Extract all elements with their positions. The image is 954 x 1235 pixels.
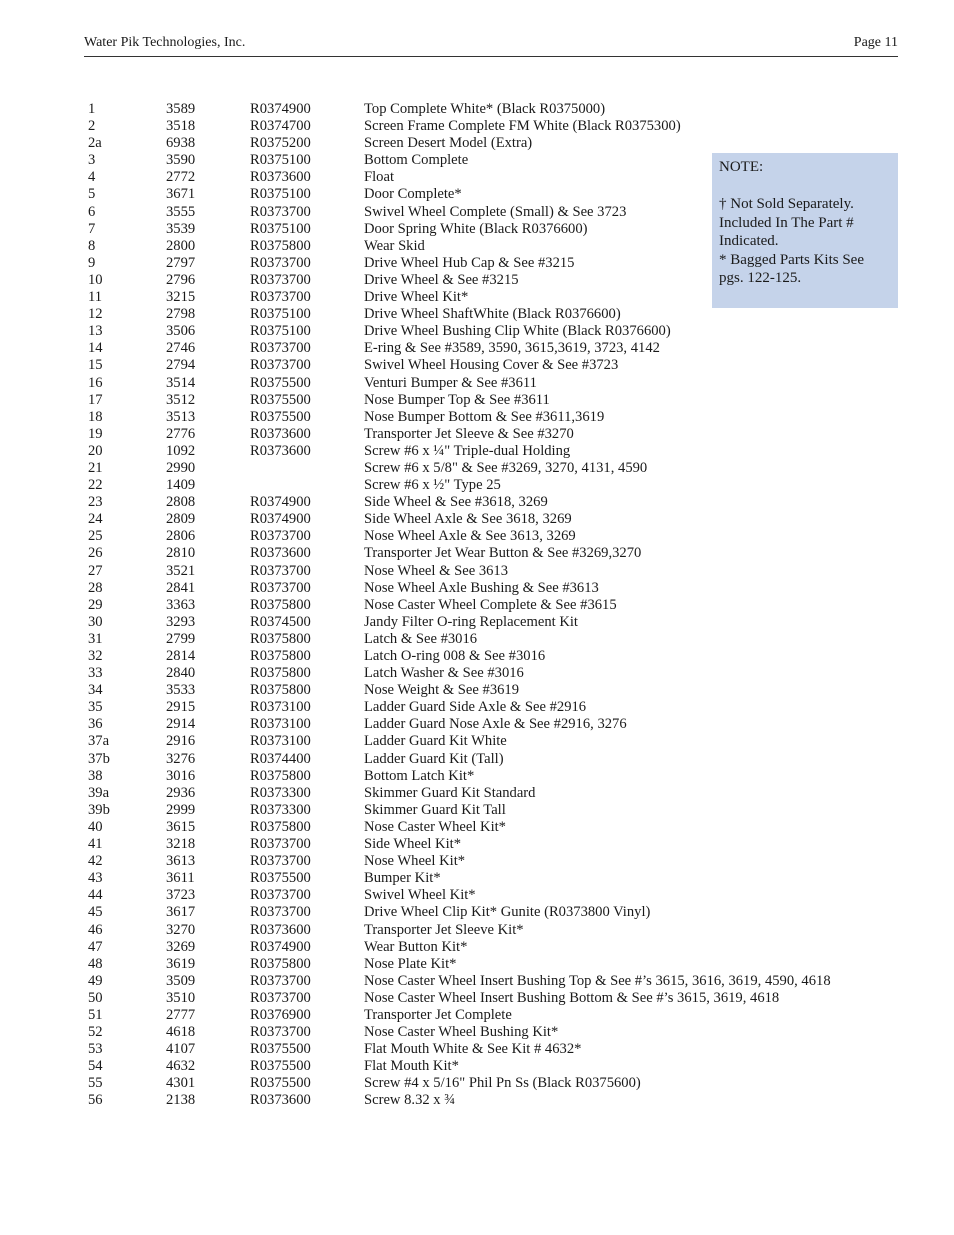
description: Drive Wheel & See #3215 <box>364 271 519 288</box>
kit-number: R0375200 <box>250 135 311 152</box>
kit-number: R0374700 <box>250 118 311 135</box>
item-number: 30 <box>88 613 103 630</box>
item-number: 39b <box>88 801 110 818</box>
description: Transporter Jet Sleeve & See #3270 <box>364 425 574 442</box>
description: Screw #6 x ¼" Triple-dual Holding <box>364 442 571 459</box>
item-number: 15 <box>88 357 103 374</box>
description: Ladder Guard Nose Axle & See #2916, 3276 <box>364 716 627 733</box>
description: Drive Wheel Hub Cap & See #3215 <box>364 254 575 271</box>
part-number: 3510 <box>166 989 196 1006</box>
description: Nose Bumper Top & See #3611 <box>364 391 550 408</box>
part-number: 2796 <box>166 271 196 288</box>
kit-number: R0373700 <box>250 1024 311 1041</box>
item-number: 32 <box>88 648 103 664</box>
item-number: 9 <box>88 254 96 271</box>
part-number: 3293 <box>166 613 196 630</box>
description: Latch Washer & See #3016 <box>364 665 524 682</box>
part-number: 3276 <box>166 750 196 767</box>
company-name: Water Pik Technologies, Inc. <box>84 35 246 50</box>
kit-number: R0373600 <box>250 425 311 442</box>
part-number: 3590 <box>166 152 196 169</box>
kit-number: R0373700 <box>250 562 311 579</box>
part-number: 3589 <box>166 101 196 117</box>
description: Skimmer Guard Kit Standard <box>364 784 536 801</box>
part-number: 3506 <box>166 323 196 340</box>
item-number: 8 <box>88 237 96 254</box>
description: Door Complete* <box>364 186 462 203</box>
description: Nose Wheel & See 3613 <box>364 562 509 579</box>
description: Drive Wheel Clip Kit* Gunite (R0373800 Vinyl) <box>364 904 651 921</box>
kit-number: R0373700 <box>250 528 311 545</box>
item-number: 36 <box>88 716 103 733</box>
part-number: 3215 <box>166 289 196 306</box>
item-number: 25 <box>88 528 103 545</box>
part-number: 2746 <box>166 340 196 357</box>
item-number: 17 <box>88 391 103 408</box>
item-number: 16 <box>88 374 103 391</box>
part-number: 4301 <box>166 1075 196 1092</box>
item-number: 37b <box>88 750 110 767</box>
kit-number: R0374900 <box>250 938 311 955</box>
description: Float <box>364 169 394 186</box>
part-number: 2914 <box>166 716 196 733</box>
kit-number: R0373700 <box>250 972 311 989</box>
part-number: 2840 <box>166 665 196 682</box>
item-number: 6 <box>88 203 96 220</box>
kit-number: R0375800 <box>250 955 311 972</box>
part-number: 3509 <box>166 972 196 989</box>
item-number: 14 <box>88 340 103 357</box>
kit-number: R0375800 <box>250 648 311 664</box>
note-line: * Bagged Parts Kits See pgs. 122-125. <box>719 251 864 286</box>
kit-number: R0373700 <box>250 579 311 596</box>
item-number: 44 <box>88 887 103 904</box>
kit-number: R0373700 <box>250 289 311 306</box>
kit-number: R0375100 <box>250 220 311 237</box>
part-number: 2776 <box>166 425 196 442</box>
kit-number: R0373700 <box>250 254 311 271</box>
kit-number: R0375500 <box>250 1058 311 1075</box>
kit-number: R0373700 <box>250 203 311 220</box>
description: Side Wheel Axle & See 3618, 3269 <box>364 511 572 528</box>
part-number: 1409 <box>166 477 196 494</box>
item-number: 4 <box>88 169 96 186</box>
part-number: 2800 <box>166 237 196 254</box>
part-number: 3617 <box>166 904 196 921</box>
item-number: 47 <box>88 938 103 955</box>
item-number: 39a <box>88 784 110 801</box>
part-number: 1092 <box>166 442 196 459</box>
part-number: 3521 <box>166 562 196 579</box>
note-box <box>712 153 898 308</box>
kit-number: R0373700 <box>250 340 311 357</box>
part-number: 3218 <box>166 836 196 853</box>
kit-number: R0373600 <box>250 1092 311 1109</box>
part-number: 2777 <box>166 1006 196 1023</box>
kit-number: R0373600 <box>250 545 311 562</box>
item-number: 35 <box>88 699 103 716</box>
description: Door Spring White (Black R0376600) <box>364 220 588 237</box>
kit-number: R0375100 <box>250 186 311 203</box>
kit-number: R0373300 <box>250 801 311 818</box>
description: Nose Caster Wheel Bushing Kit* <box>364 1024 559 1041</box>
item-number: 21 <box>88 459 103 476</box>
description: Ladder Guard Side Axle & See #2916 <box>364 699 587 716</box>
description: Transporter Jet Complete <box>364 1006 512 1023</box>
description: Nose Weight & See #3619 <box>364 682 520 699</box>
item-number: 2a <box>88 135 102 152</box>
part-number: 2810 <box>166 545 196 562</box>
part-number: 3016 <box>166 767 196 784</box>
description: Side Wheel & See #3618, 3269 <box>364 494 548 511</box>
kit-number: R0375500 <box>250 870 311 887</box>
part-number: 3514 <box>166 374 196 391</box>
description: Top Complete White* (Black R0375000) <box>364 101 606 117</box>
part-number: 2806 <box>166 528 196 545</box>
item-number: 41 <box>88 836 103 853</box>
description: Wear Skid <box>364 237 425 254</box>
item-number: 42 <box>88 853 103 870</box>
description: Jandy Filter O-ring Replacement Kit <box>364 613 578 630</box>
item-number: 43 <box>88 870 103 887</box>
item-number: 48 <box>88 955 103 972</box>
kit-number: R0375800 <box>250 767 311 784</box>
item-number: 51 <box>88 1006 103 1023</box>
part-number: 2915 <box>166 699 196 716</box>
part-number: 3518 <box>166 118 196 135</box>
part-number: 2808 <box>166 494 196 511</box>
part-number: 2772 <box>166 169 196 186</box>
description: E-ring & See #3589, 3590, 3615,3619, 3723, 4142 <box>364 340 660 357</box>
description: Wear Button Kit* <box>364 938 468 955</box>
description: Nose Bumper Bottom & See #3611,3619 <box>364 408 605 425</box>
kit-number: R0375800 <box>250 818 311 835</box>
item-number: 28 <box>88 579 103 596</box>
description: Skimmer Guard Kit Tall <box>364 801 506 818</box>
item-number: 50 <box>88 989 103 1006</box>
kit-number: R0373700 <box>250 887 311 904</box>
kit-number: R0375500 <box>250 408 311 425</box>
kit-number: R0375800 <box>250 237 311 254</box>
part-number: 3611 <box>166 870 195 887</box>
part-number: 2797 <box>166 254 196 271</box>
kit-number: R0373700 <box>250 989 311 1006</box>
item-number: 3 <box>88 152 96 169</box>
description: Ladder Guard Kit (Tall) <box>364 750 504 767</box>
part-number: 3555 <box>166 203 196 220</box>
item-number: 1 <box>88 101 96 117</box>
part-number: 3269 <box>166 938 196 955</box>
kit-number: R0375500 <box>250 1041 311 1058</box>
description: Swivel Wheel Complete (Small) & See 3723 <box>364 203 627 220</box>
part-number: 3512 <box>166 391 196 408</box>
part-number: 2936 <box>166 784 196 801</box>
part-number: 3671 <box>166 186 196 203</box>
kit-number: R0373700 <box>250 271 311 288</box>
item-number: 26 <box>88 545 103 562</box>
part-number: 2799 <box>166 630 196 647</box>
description: Screw #6 x 5/8" & See #3269, 3270, 4131, 4590 <box>364 459 648 476</box>
item-number: 33 <box>88 665 103 682</box>
kit-number: R0375800 <box>250 630 311 647</box>
item-number: 29 <box>88 596 103 613</box>
kit-number: R0373600 <box>250 169 311 186</box>
kit-number: R0373700 <box>250 357 311 374</box>
item-number: 20 <box>88 442 103 459</box>
description: Screw #6 x ½" Type 25 <box>364 477 501 494</box>
description: Flat Mouth Kit* <box>364 1058 459 1075</box>
kit-number: R0375100 <box>250 306 311 323</box>
note-line: † Not Sold Separately. Included In The Part # Indicated. <box>719 196 854 249</box>
description: Screen Desert Model (Extra) <box>364 135 533 152</box>
description: Screen Frame Complete FM White (Black R0375300) <box>364 118 681 135</box>
item-number: 45 <box>88 904 103 921</box>
page-header <box>84 35 898 57</box>
part-number: 3615 <box>166 818 196 835</box>
item-number: 49 <box>88 972 103 989</box>
item-number: 18 <box>88 408 103 425</box>
item-number: 55 <box>88 1075 103 1092</box>
kit-number: R0374900 <box>250 511 311 528</box>
description: Drive Wheel Bushing Clip White (Black R0376600) <box>364 323 671 340</box>
kit-number: R0373100 <box>250 716 311 733</box>
description: Nose Caster Wheel Complete & See #3615 <box>364 596 617 613</box>
kit-number: R0373700 <box>250 853 311 870</box>
part-number: 2916 <box>166 733 196 750</box>
item-number: 27 <box>88 562 103 579</box>
description: Flat Mouth White & See Kit # 4632* <box>364 1041 582 1058</box>
kit-number: R0373600 <box>250 442 311 459</box>
item-number: 54 <box>88 1058 103 1075</box>
part-number: 3619 <box>166 955 196 972</box>
part-number: 3613 <box>166 853 196 870</box>
item-number: 34 <box>88 682 103 699</box>
description: Nose Wheel Kit* <box>364 853 466 870</box>
description: Latch O-ring 008 & See #3016 <box>364 648 546 664</box>
kit-number: R0376900 <box>250 1006 311 1023</box>
item-number: 22 <box>88 477 103 494</box>
description: Nose Caster Wheel Insert Bushing Top & See #’s 3615, 3616, 3619, 4590, 4618 <box>364 972 831 989</box>
description: Transporter Jet Wear Button & See #3269,3270 <box>364 545 642 562</box>
page-number: Page 11 <box>853 35 898 50</box>
description: Drive Wheel Kit* <box>364 289 469 306</box>
description: Nose Plate Kit* <box>364 955 457 972</box>
description: Transporter Jet Sleeve Kit* <box>364 921 524 938</box>
kit-number: R0374900 <box>250 101 311 117</box>
part-number: 3270 <box>166 921 196 938</box>
item-number: 7 <box>88 220 96 237</box>
kit-number: R0373300 <box>250 784 311 801</box>
kit-number: R0375800 <box>250 665 311 682</box>
part-number: 6938 <box>166 135 196 152</box>
item-number: 56 <box>88 1092 103 1109</box>
description: Venturi Bumper & See #3611 <box>364 374 537 391</box>
kit-number: R0374500 <box>250 613 311 630</box>
part-number: 2794 <box>166 357 196 374</box>
part-number: 2990 <box>166 459 196 476</box>
description: Latch & See #3016 <box>364 630 478 647</box>
part-number: 4107 <box>166 1041 196 1058</box>
kit-number: R0375100 <box>250 323 311 340</box>
kit-number: R0375500 <box>250 1075 311 1092</box>
kit-number: R0374900 <box>250 494 311 511</box>
item-number: 11 <box>88 289 103 306</box>
description: Bumper Kit* <box>364 870 441 887</box>
item-number: 19 <box>88 425 103 442</box>
kit-number: R0375800 <box>250 596 311 613</box>
part-number: 4618 <box>166 1024 196 1041</box>
item-number: 46 <box>88 921 103 938</box>
description: Screw #4 x 5/16" Phil Pn Ss (Black R0375600) <box>364 1075 641 1092</box>
part-number: 3363 <box>166 596 196 613</box>
kit-number: R0374400 <box>250 750 311 767</box>
item-number: 10 <box>88 271 103 288</box>
description: Bottom Latch Kit* <box>364 767 475 784</box>
description: Ladder Guard Kit White <box>364 733 507 750</box>
kit-number: R0373700 <box>250 836 311 853</box>
part-number: 4632 <box>166 1058 196 1075</box>
description: Swivel Wheel Housing Cover & See #3723 <box>364 357 619 374</box>
part-number: 3539 <box>166 220 196 237</box>
part-number: 2999 <box>166 801 196 818</box>
kit-number: R0373100 <box>250 733 311 750</box>
item-number: 24 <box>88 511 103 528</box>
kit-number: R0375100 <box>250 152 311 169</box>
item-number: 12 <box>88 306 103 323</box>
kit-number: R0373100 <box>250 699 311 716</box>
description: Nose Wheel Axle Bushing & See #3613 <box>364 579 599 596</box>
note-title: NOTE: <box>719 159 764 175</box>
part-number: 2814 <box>166 648 196 664</box>
item-number: 40 <box>88 818 103 835</box>
part-number: 2798 <box>166 306 196 323</box>
description: Nose Caster Wheel Insert Bushing Bottom & See #’s 3615, 3619, 4618 <box>364 989 780 1006</box>
item-number: 31 <box>88 630 103 647</box>
description: Drive Wheel ShaftWhite (Black R0376600) <box>364 306 621 323</box>
description: Nose Wheel Axle & See 3613, 3269 <box>364 528 576 545</box>
item-number: 13 <box>88 323 103 340</box>
item-number: 37a <box>88 733 110 750</box>
part-number: 3723 <box>166 887 196 904</box>
part-number: 3533 <box>166 682 196 699</box>
description: Bottom Complete <box>364 152 469 169</box>
item-number: 5 <box>88 186 96 203</box>
kit-number: R0375500 <box>250 374 311 391</box>
part-number: 2841 <box>166 579 196 596</box>
description: Side Wheel Kit* <box>364 836 462 853</box>
item-number: 52 <box>88 1024 103 1041</box>
item-number: 38 <box>88 767 103 784</box>
part-number: 3513 <box>166 408 196 425</box>
kit-number: R0375500 <box>250 391 311 408</box>
item-number: 2 <box>88 118 96 135</box>
part-number: 2138 <box>166 1092 196 1109</box>
description: Nose Caster Wheel Kit* <box>364 818 506 835</box>
kit-number: R0373700 <box>250 904 311 921</box>
part-number: 2809 <box>166 511 196 528</box>
item-number: 23 <box>88 494 103 511</box>
item-number: 53 <box>88 1041 103 1058</box>
kit-number: R0375800 <box>250 682 311 699</box>
kit-number: R0373600 <box>250 921 311 938</box>
description: Screw 8.32 x ¾ <box>364 1092 456 1109</box>
description: Swivel Wheel Kit* <box>364 887 476 904</box>
